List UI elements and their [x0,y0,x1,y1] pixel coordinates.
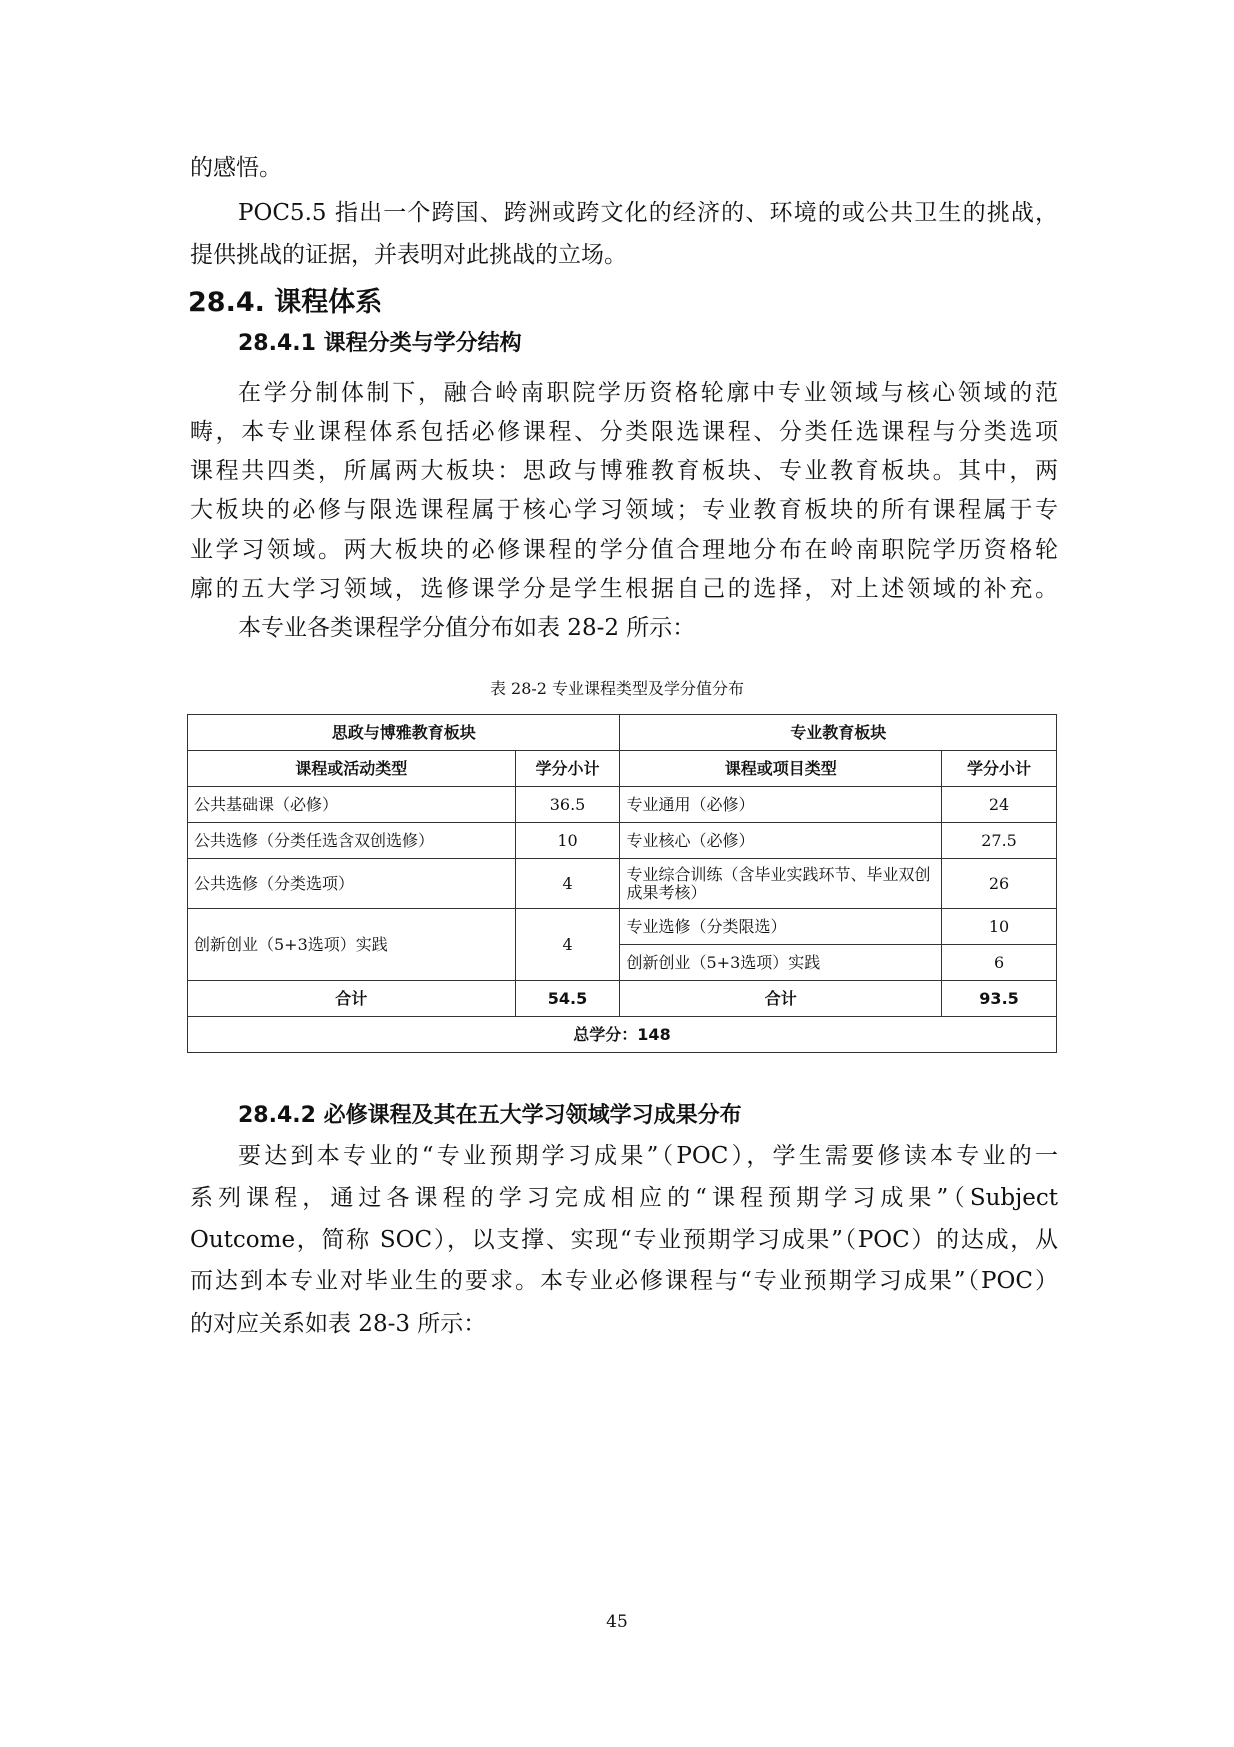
subsection-heading: 28.4.1 课程分类与学分结构 [238,331,522,356]
grand-total-row [188,1017,1057,1053]
column-header: 学分小计 [515,751,620,787]
cell: 26 [942,859,1057,909]
subsection-heading: 28.4.2 必修课程及其在五大学习领域学习成果分布 [238,1103,742,1128]
cell: 专业选修（分类限选） [620,909,942,945]
cell: 6 [942,945,1057,981]
table-caption: 表 28-2 专业课程类型及学分值分布 [489,679,745,698]
text-line: 畴，本专业课程体系包括必修课程、分类限选课程、分类任选课程与分类选项 [190,419,1058,445]
text-line: Outcome，简称 SOC），以支撑、实现“专业预期学习成果”（POC）的达成，从 [190,1227,1058,1253]
cell: 10 [515,823,620,859]
cell: 专业综合训练（含毕业实践环节、毕业双创成果考核） [620,859,942,909]
table-row [188,787,1057,823]
table-row [188,909,1057,945]
page-number: 45 [606,1612,628,1632]
text-line: 而达到本专业对毕业生的要求。本专业必修课程与“专业预期学习成果”（POC） [190,1268,1058,1294]
cell: 公共选修（分类任选含双创选修） [188,823,516,859]
text-line: 的对应关系如表 28-3 所示： [190,1311,487,1337]
column-header: 学分小计 [942,751,1057,787]
block-header: 思政与博雅教育板块 [188,715,620,751]
table-row [188,859,1057,909]
cell: 4 [515,859,620,909]
cell: 专业通用（必修） [620,787,942,823]
cell: 合计 [188,981,516,1017]
column-header: 课程或项目类型 [620,751,942,787]
section-heading: 28.4. 课程体系 [188,287,383,318]
text-line: 大板块的必修与限选课程属于核心学习领域；专业教育板块的所有课程属于专 [190,497,1058,523]
block-header: 专业教育板块 [620,715,1057,751]
total-row [188,981,1057,1017]
text-line: 廓的五大学习领域，选修课学分是学生根据自己的选择，对上述领域的补充。 [190,576,1058,602]
cell: 27.5 [942,823,1057,859]
column-header: 课程或活动类型 [188,751,516,787]
text-line: 课程共四类，所属两大板块：思政与博雅教育板块、专业教育板块。其中，两 [190,458,1058,484]
text-line: 业学习领域。两大板块的必修课程的学分值合理地分布在岭南职院学历资格轮 [190,537,1058,563]
cell: 总学分：148 [188,1017,1057,1053]
text-line: 在学分制体制下，融合岭南职院学历资格轮廓中专业领域与核心领域的范 [238,380,1058,406]
cell: 24 [942,787,1057,823]
table-row [188,823,1057,859]
cell: 公共选修（分类选项） [188,859,516,909]
cell: 93.5 [942,981,1057,1017]
cell: 36.5 [515,787,620,823]
text-line: 系列课程，通过各课程的学习完成相应的“课程预期学习成果”（Subject [190,1185,1058,1211]
text-line: 本专业各类课程学分值分布如表 28-2 所示： [238,615,696,641]
cell: 合计 [620,981,942,1017]
text-line: POC5.5 指出一个跨国、跨洲或跨文化的经济的、环境的或公共卫生的挑战， [238,200,1058,226]
cell: 公共基础课（必修） [188,787,516,823]
cell: 创新创业（5+3选项）实践 [188,909,516,981]
text-line: 要达到本专业的“专业预期学习成果”（POC），学生需要修读本专业的一 [238,1143,1058,1169]
cell: 4 [515,909,620,981]
cell: 54.5 [515,981,620,1017]
text-line: 的感悟。 [190,155,282,181]
credit-table [187,714,1057,1053]
text-line: 提供挑战的证据，并表明对此挑战的立场。 [190,242,627,268]
cell: 创新创业（5+3选项）实践 [620,945,942,981]
cell: 专业核心（必修） [620,823,942,859]
cell: 10 [942,909,1057,945]
